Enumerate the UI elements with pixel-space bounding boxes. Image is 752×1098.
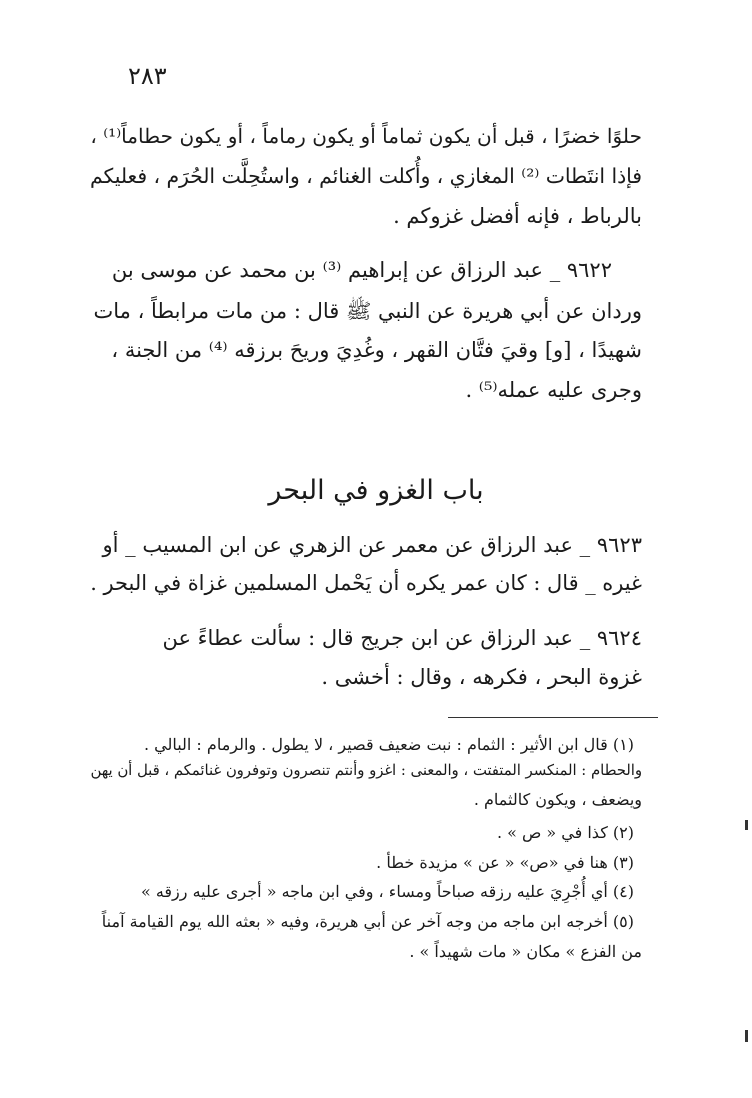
hadith-9623-line: ٩٦٢٣ _ عبد الرزاق عن معمر عن الزهري عن ابن المسيب _ أو	[102, 533, 642, 557]
footnote-line: من الفزع » مكان « مات شهيداً » .	[409, 942, 642, 961]
footnote-line: (٤) أي أُجْرِيَ عليه رزقه صباحاً ومساء ، وفي ابن ماجه « أجرى عليه رزقه »	[140, 882, 634, 901]
footnote-line: (٣) هنا في «ص» « عن » مزيدة خطأ .	[376, 853, 634, 872]
footnote-line: والحطام : المنكسر المتفتت ، والمعنى : اغزو وأنتم تنصرون وتوفرون غنائمكم ، قبل أن يهن	[90, 762, 642, 779]
hadith-9624-line: ٩٦٢٤ _ عبد الرزاق عن ابن جريج قال : سألت عطاءً عن	[162, 626, 642, 650]
footnote-line: ويضعف ، ويكون كالثمام .	[473, 790, 642, 809]
text-line: غزوة البحر ، فكرهه ، وقال : أخشى .	[321, 665, 642, 689]
scan-edge-mark	[745, 1030, 748, 1042]
footnote-divider	[448, 717, 658, 718]
footnote-line: (١) قال ابن الأثير : الثمام : نبت ضعيف قصير ، لا يطول . والرمام : البالي .	[143, 735, 634, 754]
footnote-line: (٥) أخرجه ابن ماجه من وجه آخر عن أبي هريرة، وفيه « بعثه الله يوم القيامة آمناً	[101, 912, 634, 931]
text-line: حلوًا خضرًا ، قبل أن يكون ثماماً أو يكون رماماً ، أو يكون حطاماً⁽¹⁾ ،	[90, 124, 642, 148]
text-line: بالرباط ، فإنه أفضل غزوكم .	[393, 204, 642, 228]
page-number: ٢٨٣	[128, 62, 167, 90]
footnote-line: (٢) كذا في « ص » .	[496, 823, 634, 842]
scan-edge-mark	[745, 820, 748, 830]
section-title: باب الغزو في البحر	[268, 475, 484, 506]
hadith-9622-line: ٩٦٢٢ _ عبد الرزاق عن إبراهيم ⁽³⁾ بن محمد عن موسى بن	[111, 258, 612, 282]
text-line: وجرى عليه عمله⁽⁵⁾ .	[465, 378, 642, 402]
text-line: فإذا انتَطات ⁽²⁾ المغازي ، وأُكلت الغنائم ، واستُحِلَّت الحُرَم ، فعليكم	[90, 164, 642, 188]
text-line: وردان عن أبي هريرة عن النبي ﷺ قال : من مات مرابطاً ، مات	[93, 299, 642, 323]
text-line: غيره _ قال : كان عمر يكره أن يَحْمل المسلمين غزاة في البحر .	[90, 571, 642, 595]
text-line: شهيدًا ، [و] وقيَ فتَّان القهر ، وغُدِيَ وريحَ برزقه ⁽⁴⁾ من الجنة ،	[111, 338, 642, 362]
